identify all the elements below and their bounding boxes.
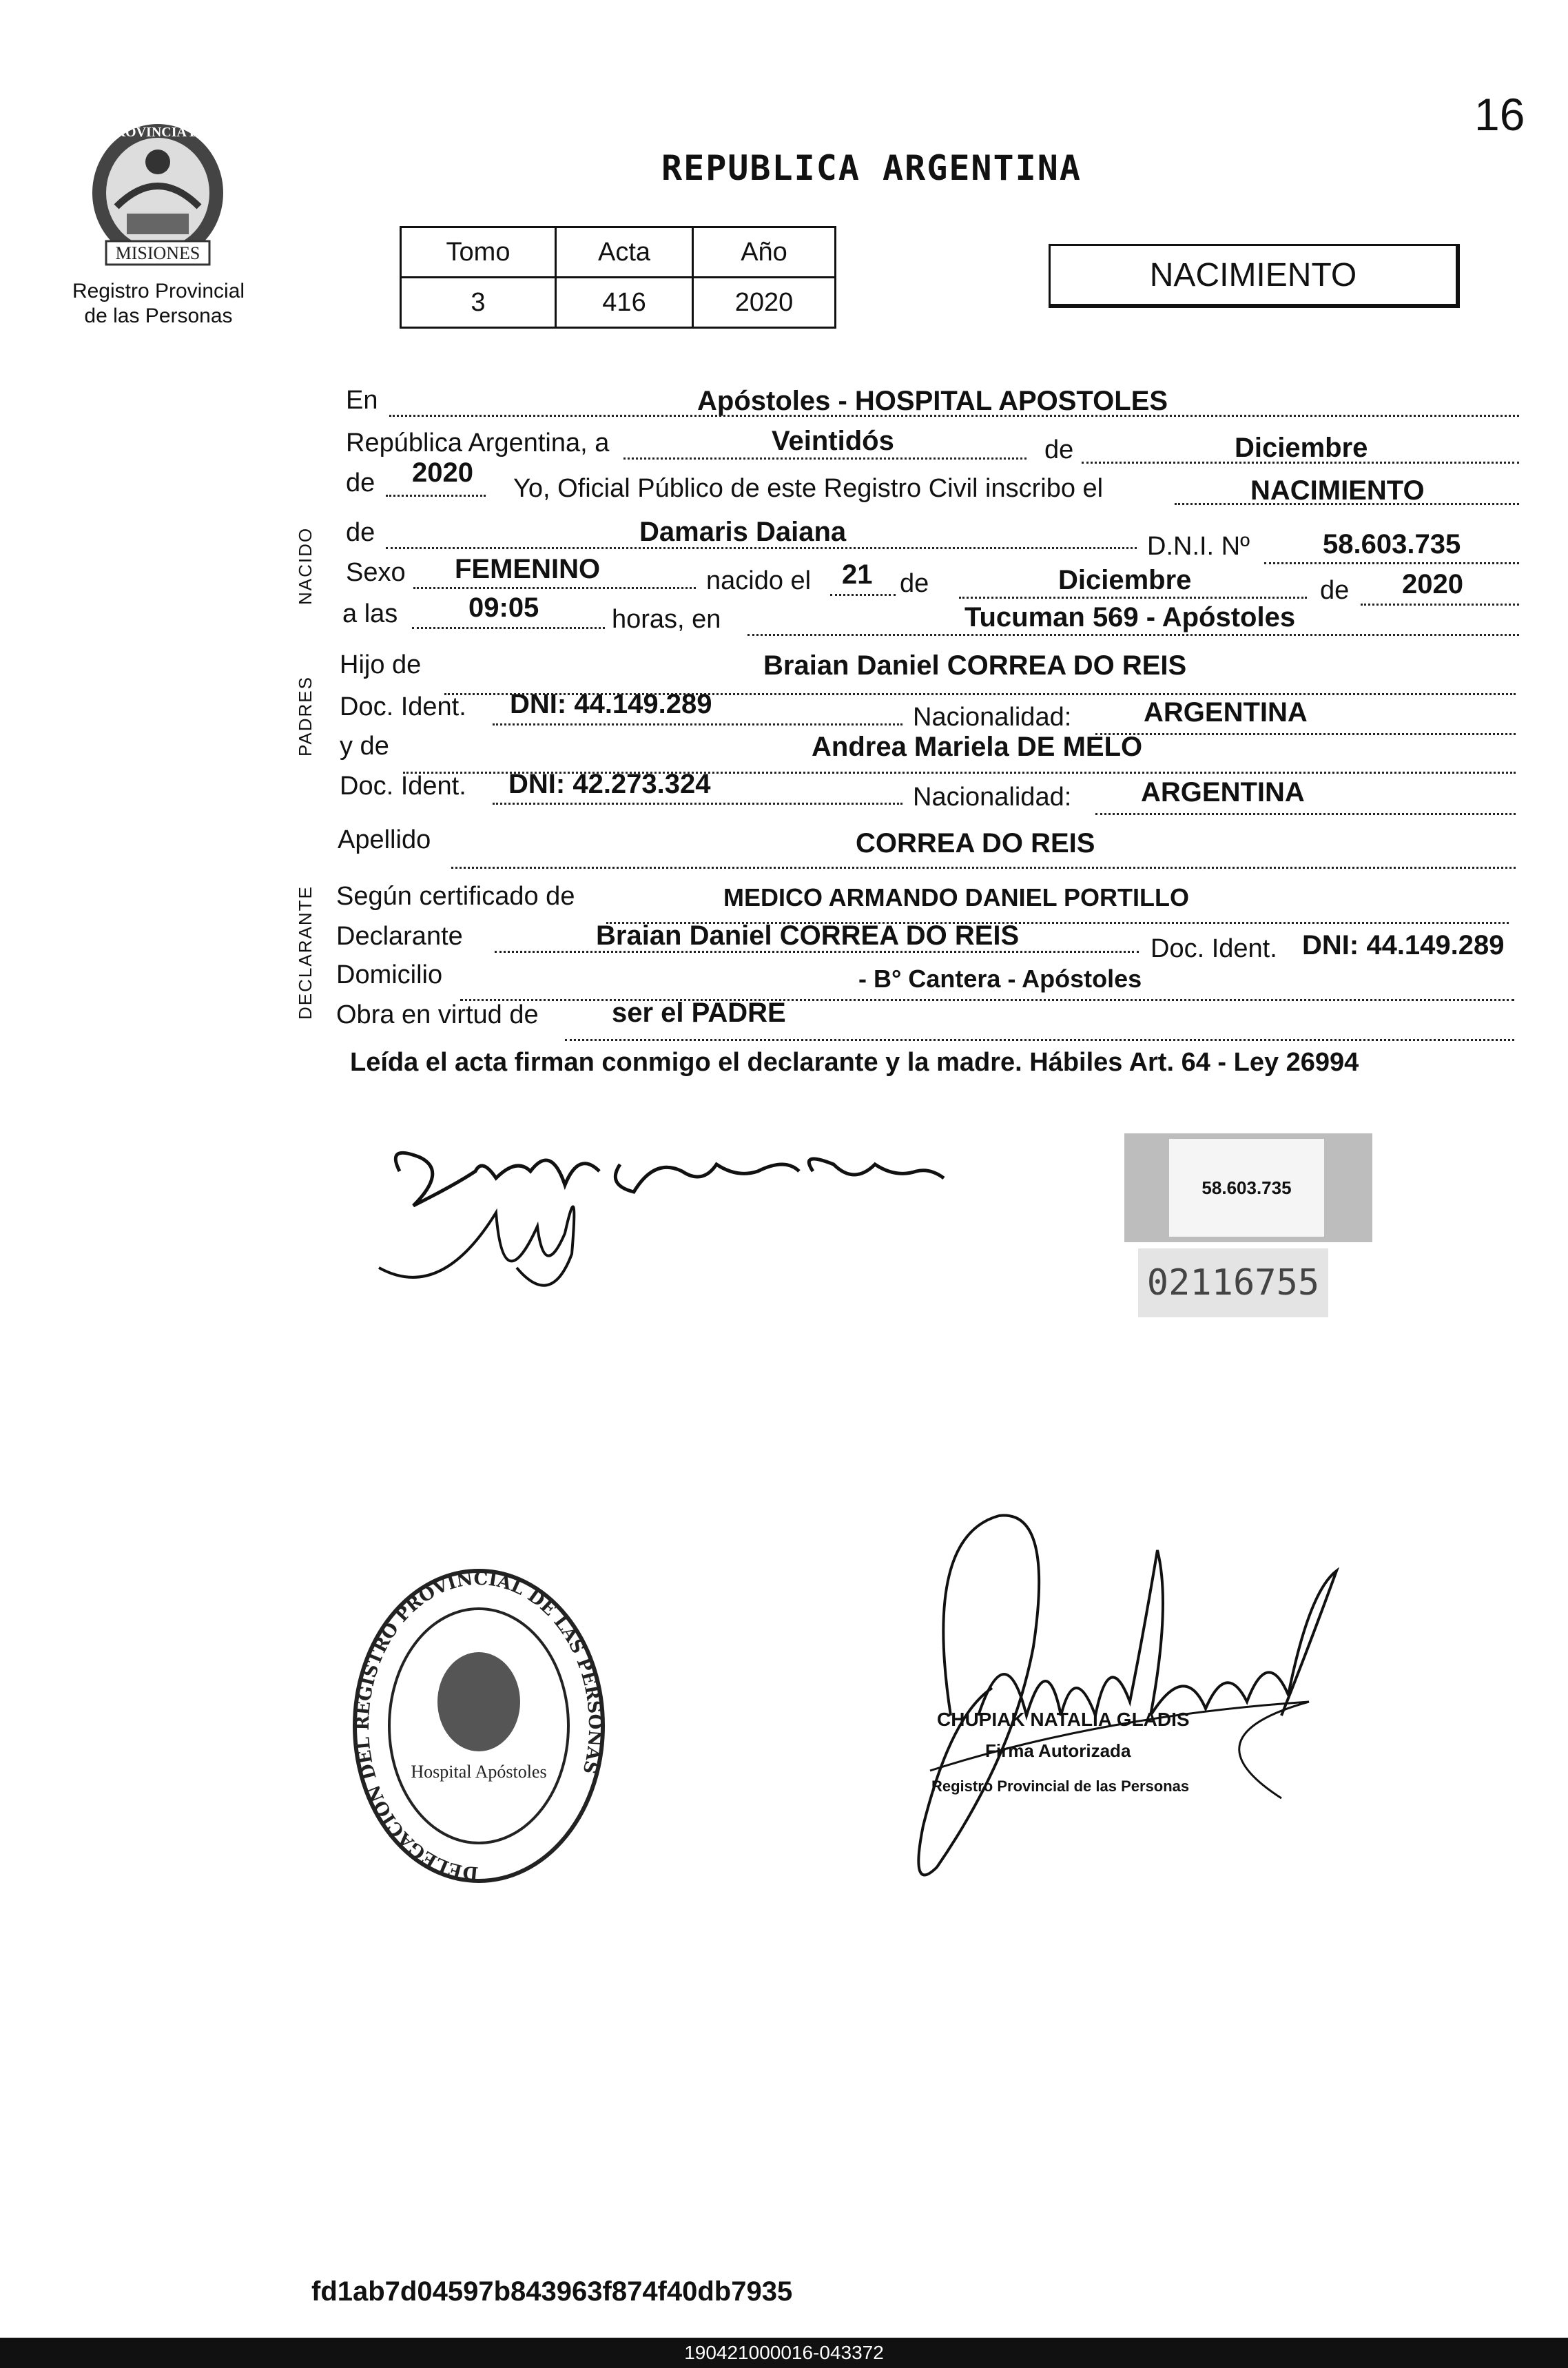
- label-sexo: Sexo: [346, 558, 406, 587]
- dni-stamp-number: 58.603.735: [1169, 1139, 1324, 1237]
- dotted-line: [1264, 562, 1519, 564]
- anio-header: Año: [693, 227, 836, 278]
- document-title: REPUBLICA ARGENTINA: [661, 148, 1082, 188]
- dni-stamp: [1124, 1133, 1372, 1242]
- label-hijo-de: Hijo de: [340, 650, 422, 679]
- official-seal: [344, 1564, 613, 1895]
- dotted-line: [413, 587, 696, 589]
- dotted-line: [623, 457, 1027, 460]
- label-a-las: a las: [342, 599, 398, 628]
- footer-code: 190421000016-043372: [0, 2338, 1568, 2368]
- label-nacionalidad-2: Nacionalidad:: [913, 783, 1072, 812]
- leida-text: Leída el acta firman conmigo el declarante y la madre. Hábiles Art. 64 - Ley 26994: [350, 1048, 1359, 1077]
- madre-doc-value: DNI: 42.273.324: [508, 769, 711, 799]
- label-y-de: y de: [340, 732, 389, 761]
- label-en: En: [346, 386, 378, 415]
- label-declarante: Declarante: [336, 922, 463, 951]
- declarante-value: Braian Daniel CORREA DO REIS: [596, 920, 1020, 951]
- side-label-nacido: NACIDO: [295, 526, 316, 605]
- dotted-line: [1095, 733, 1516, 735]
- padre-doc-value: DNI: 44.149.289: [510, 689, 712, 719]
- dotted-line: [451, 867, 1516, 869]
- side-label-padres: PADRES: [295, 676, 316, 756]
- label-de-3: de: [346, 518, 375, 547]
- tomo-acta-table: [400, 226, 836, 329]
- province-logo: [69, 110, 248, 276]
- acta-header: Acta: [556, 227, 693, 278]
- obra-value: ser el PADRE: [612, 998, 786, 1028]
- label-segun: Según certificado de: [336, 882, 575, 911]
- seal-inner-text: Hospital Apóstoles: [411, 1762, 547, 1782]
- anio-value: 2020: [693, 278, 836, 328]
- mes-nac-value: Diciembre: [1058, 565, 1192, 595]
- label-de-2: de: [346, 469, 375, 497]
- label-de-4: de: [900, 569, 929, 598]
- padre-nac-value: ARGENTINA: [1144, 697, 1308, 728]
- certificado-value: MEDICO ARMANDO DANIEL PORTILLO: [723, 883, 1189, 912]
- official-role: Firma Autorizada: [985, 1740, 1131, 1761]
- madre-nac-value: ARGENTINA: [1141, 777, 1305, 807]
- label-nacido-el: nacido el: [706, 566, 812, 595]
- sexo-value: FEMENINO: [455, 554, 601, 584]
- lugar-value: Apóstoles - HOSPITAL APOSTOLES: [697, 386, 1168, 416]
- tomo-header: Tomo: [401, 227, 556, 278]
- page-number: 16: [1474, 89, 1525, 140]
- madre-value: Andrea Mariela DE MELO: [812, 732, 1143, 762]
- label-nacionalidad: Nacionalidad:: [913, 703, 1072, 732]
- label-apellido: Apellido: [338, 825, 431, 854]
- declarant-signature: [358, 1130, 964, 1337]
- mes-value: Diciembre: [1235, 433, 1368, 463]
- label-doc-ident-3: Doc. Ident.: [1151, 934, 1277, 963]
- label-doc-ident: Doc. Ident.: [340, 692, 466, 721]
- logo-top-text: PROVINCIA DE: [107, 125, 209, 140]
- dia-nac-value: 21: [842, 559, 873, 590]
- logo-bottom-text: MISIONES: [115, 243, 200, 263]
- side-label-declarante: DECLARANTE: [295, 885, 316, 1020]
- dotted-line: [747, 634, 1519, 636]
- dni-value: 58.603.735: [1323, 529, 1461, 559]
- anio-nac-value: 2020: [1402, 569, 1463, 599]
- domicilio-value: - B° Cantera - Apóstoles: [858, 965, 1142, 993]
- nombre-value: Damaris Daiana: [639, 517, 847, 547]
- dotted-line: [1095, 813, 1516, 815]
- official-signature: [896, 1509, 1364, 1895]
- label-republica: República Argentina, a: [346, 429, 610, 457]
- official-org: Registro Provincial de las Personas: [931, 1778, 1190, 1795]
- label-de-5: de: [1320, 576, 1350, 605]
- tomo-value: 3: [401, 278, 556, 328]
- dotted-line: [412, 627, 605, 629]
- dotted-line: [493, 723, 902, 725]
- acta-type-box: NACIMIENTO: [1049, 244, 1460, 308]
- apellido-value: CORREA DO REIS: [856, 828, 1095, 858]
- dotted-line: [565, 1039, 1514, 1041]
- seal-ring-text: DELEGACION DEL REGISTRO PROVINCIAL DE LAS PERSONAS: [352, 1568, 606, 1884]
- dia-letras-value: Veintidós: [772, 426, 894, 456]
- dotted-line: [1361, 604, 1519, 606]
- acta-value: 416: [556, 278, 693, 328]
- label-de: de: [1044, 435, 1074, 464]
- serial-sticker: 02116755: [1138, 1248, 1328, 1317]
- tipo-value: NACIMIENTO: [1250, 475, 1425, 506]
- label-yo-oficial: Yo, Oficial Público de este Registro Civil inscribo el: [513, 474, 1104, 503]
- dotted-line: [386, 495, 486, 497]
- label-horas-en: horas, en: [612, 605, 721, 634]
- document-hash: fd1ab7d04597b843963f874f40db7935: [311, 2276, 793, 2307]
- anio-value: 2020: [412, 457, 473, 488]
- lugar-nac-value: Tucuman 569 - Apóstoles: [964, 602, 1296, 632]
- dotted-line: [830, 594, 896, 596]
- official-name: CHUPIAK NATALIA GLADIS: [937, 1709, 1190, 1730]
- declarante-doc-value: DNI: 44.149.289: [1302, 930, 1505, 960]
- registro-caption: Registro Provincial de las Personas: [72, 280, 245, 327]
- label-domicilio: Domicilio: [336, 960, 443, 989]
- padre-value: Braian Daniel CORREA DO REIS: [763, 650, 1187, 681]
- label-dni: D.N.I. Nº: [1147, 532, 1250, 561]
- label-doc-ident-2: Doc. Ident.: [340, 772, 466, 801]
- dotted-line: [959, 597, 1307, 599]
- label-obra: Obra en virtud de: [336, 1000, 539, 1029]
- hora-value: 09:05: [468, 593, 539, 623]
- dotted-line: [493, 803, 902, 805]
